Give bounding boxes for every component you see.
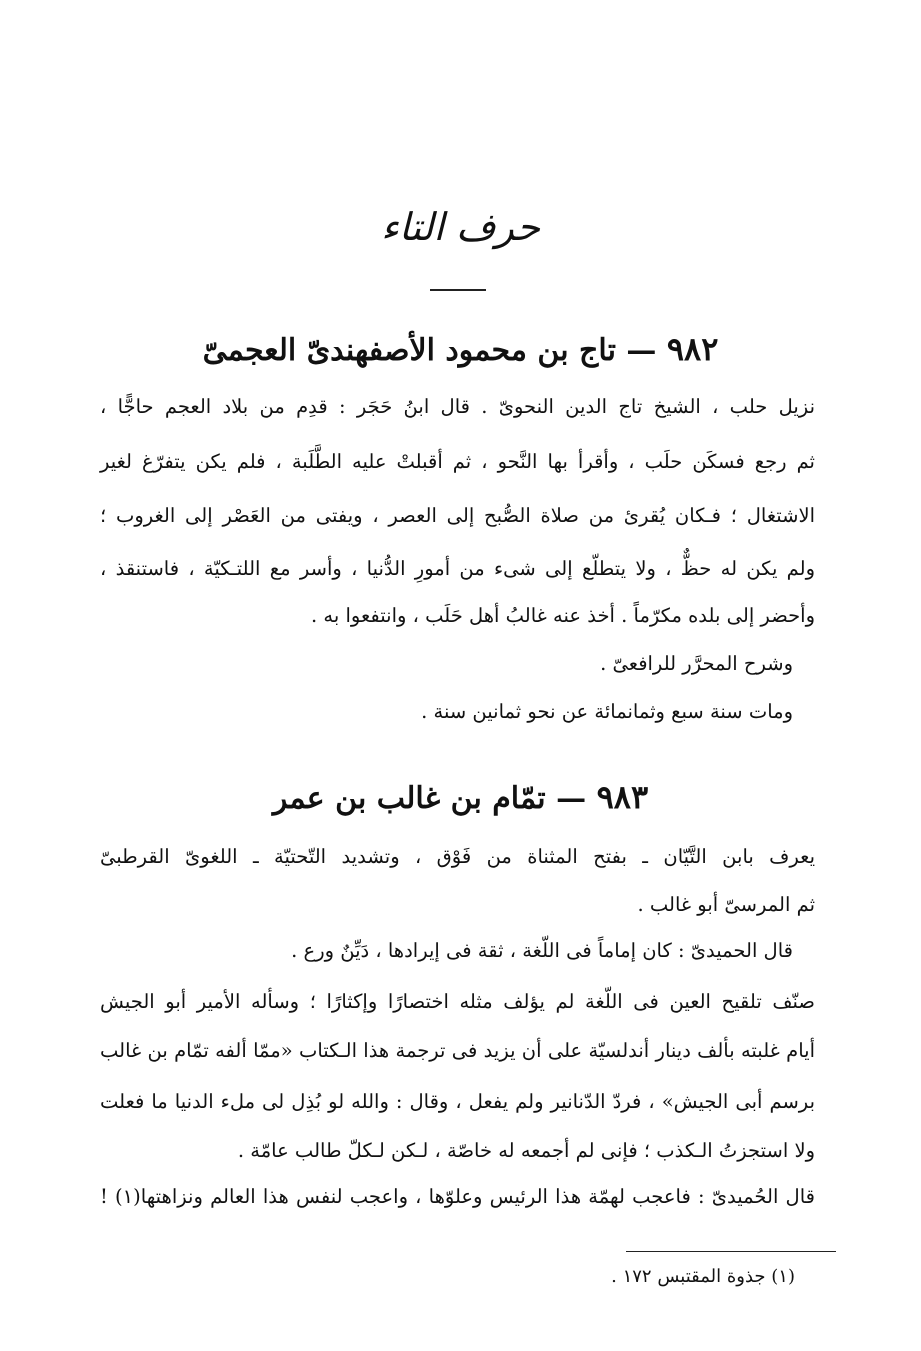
- body-line: ثم المرسىّ أبو غالب .: [637, 893, 815, 916]
- entry-name: تمّام بن غالب بن عمر: [272, 781, 546, 816]
- footnote: (١) جذوة المقتبس ١٧٢ .: [611, 1266, 795, 1287]
- body-line: ولا استجزتُ الـكذب ؛ فإنى لم أجمعه له خاصّة ، لـكن لـكلّ طالب عامّة .: [237, 1139, 815, 1162]
- body-line: الاشتغال ؛ فـكان يُقرئ من صلاة الصُّبح إلى العصر ، ويفتى من العَصْر إلى الغروب ؛: [100, 504, 815, 527]
- body-line: ثم رجع فسكَن حلَب ، وأقرأ بها النَّحو ، ثم أقبلتْ عليه الطَّلَبة ، فلم يكن يتفرّغ لغير: [100, 450, 815, 473]
- body-line: نزيل حلب ، الشيخ تاج الدين النحوىّ . قال ابنُ حَجَر : قدِم من بلاد العجم حاجًّا ،: [100, 395, 815, 418]
- body-line: قال الحُميدىّ : فاعجب لهمّة هذا الرئيس وعلوّها ، واعجب لنفس هذا العالم ونزاهتها(١) !: [100, 1185, 815, 1208]
- body-line: ولم يكن له حظٌّ ، ولا يتطلّع إلى شىء من أمورِ الدُّنيا ، وأسر مع اللتـكيّة ، فاستنقذ ،: [100, 557, 815, 580]
- body-line: وأحضر إلى بلده مكرّماً . أخذ عنه غالبُ أهل حَلَب ، وانتفعوا به .: [311, 604, 815, 627]
- entry-heading-983: [0, 778, 921, 816]
- body-line: ومات سنة سبع وثمانمائة عن نحو ثمانين سنة .: [421, 700, 793, 723]
- body-line: أيام غلبته بألف دينار أندلسيّة على أن يزيد فى ترجمة هذا الـكتاب «ممّا ألفه تمّام بن غالب: [100, 1039, 815, 1062]
- body-line: صنّف تلقيح العين فى اللّغة لم يؤلف مثله اختصارًا وإكثارًا ؛ وسأله الأمير أبو الجيش: [100, 990, 815, 1013]
- entry-dash: —: [556, 781, 587, 816]
- entry-heading-982: [0, 330, 921, 368]
- body-line: قال الحميدىّ : كان إماماً فى اللّغة ، ثقة فى إيرادها ، دَيِّنٌ ورع .: [291, 939, 793, 962]
- body-line: وشرح المحرَّر للرافعىّ .: [600, 652, 793, 675]
- title-divider: [430, 289, 486, 291]
- entry-dash: —: [626, 333, 657, 368]
- entry-number: ٩٨٢: [666, 330, 719, 368]
- entry-name: تاج بن محمود الأصفهندىّ العجمىّ: [202, 333, 616, 368]
- footnote-divider: [626, 1251, 836, 1252]
- section-title: حرف التاء: [381, 205, 540, 249]
- body-line: برسم أبى الجيش» ، فردّ الدّنانير ولم يفعل ، وقال : والله لو بُذِل لى ملء الدنيا ما فعلت: [100, 1090, 815, 1113]
- body-line: يعرف بابن التَّيّان ـ بفتح المثناة من فَوْق ، وتشديد التّحتيّة ـ اللغوىّ القرطبىّ: [100, 845, 815, 868]
- entry-number: ٩٨٣: [596, 778, 649, 816]
